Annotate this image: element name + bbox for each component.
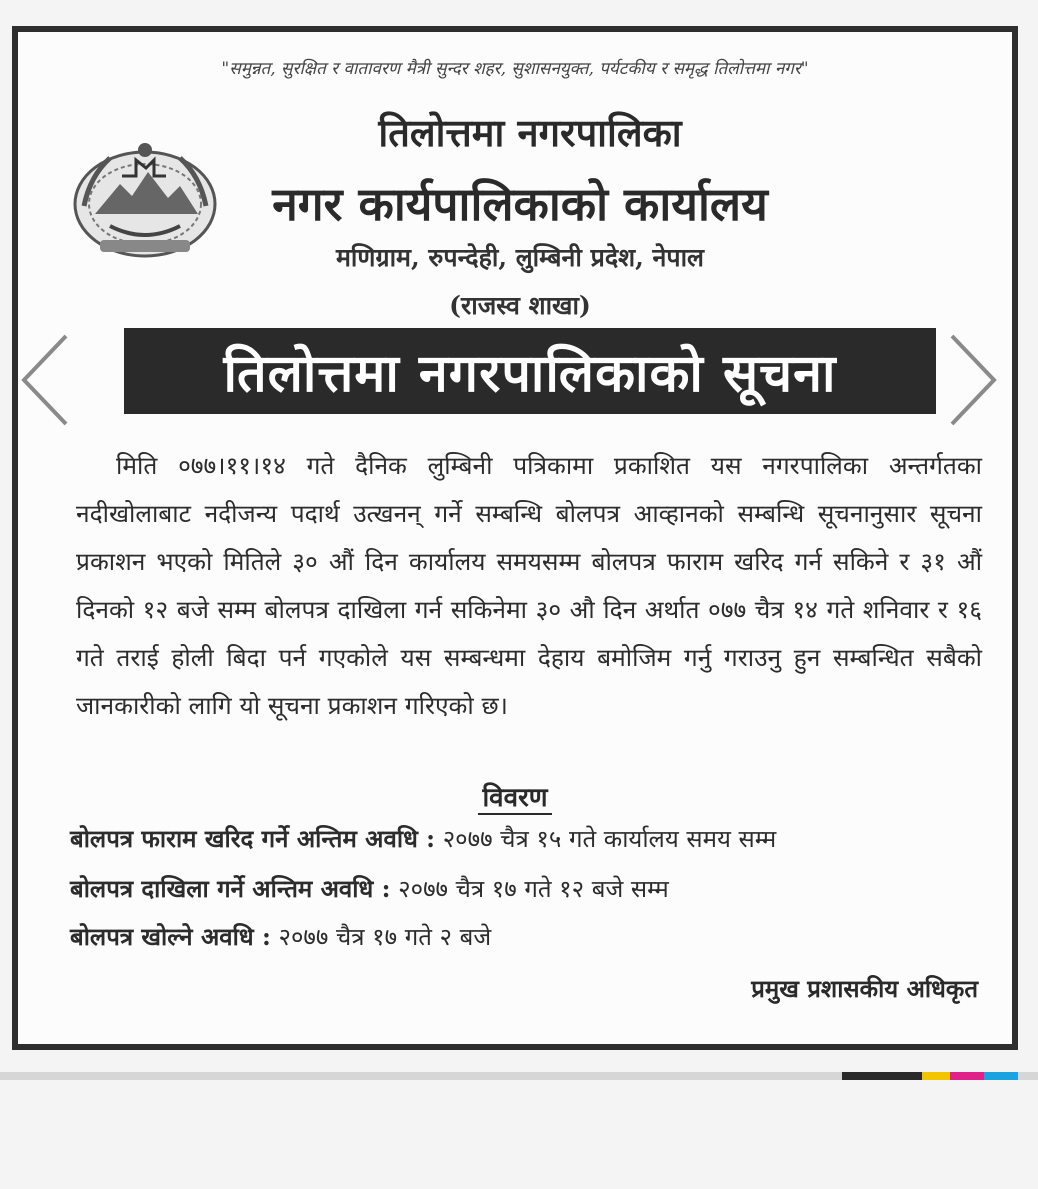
nepal-emblem-icon — [70, 136, 220, 262]
office-name: नगर कार्यपालिकाको कार्यालय — [272, 177, 768, 231]
address: मणिग्राम, रुपन्देही, लुम्बिनी प्रदेश, नेपाल — [335, 243, 705, 272]
detail-row — [70, 920, 982, 953]
chevron-right-icon — [944, 330, 1004, 430]
detail-row — [70, 822, 982, 855]
detail-label: बोलपत्र दाखिला गर्ने अन्तिम अवधि : — [70, 874, 391, 903]
color-strip-black — [842, 1072, 922, 1080]
section-name: (राजस्व शाखा) — [449, 291, 591, 320]
details-heading — [18, 778, 1012, 814]
detail-value: २०७७ चैत्र १५ गते कार्यालय समय सम्म — [442, 825, 777, 853]
notice-body: मिति ०७७।११।१४ गते दैनिक लुम्बिनी पत्रिकामा प्रकाशित यस नगरपालिका अन्तर्गतका नदीखोलाबाट नदीजन्य पदार्थ उत्खनन् गर्ने सम्बन्धि बोलपत्र आव्हानको सम्बन्धि सूचनानुसार सूचना प्रकाशन भएको मितिले ३० औं दिन कार्यालय समयसम्म बोलपत्र फाराम खरिद गर्न सकिने र ३१ औं दिनको १२ बजे सम्म बोलपत्र दाखिला गर्न सकिनेमा ३० औ दिन अर्थात ०७७ चैत्र १४ गते शनिवार र १६ गते तराई होली बिदा पर्न गएकोले यस सम्बन्धमा देहाय बमोजिम गर्नु गराउनु हुन सम्बन्धित सबैको जानकारीको लागि यो सूचना प्रकाशन गरिएको छ। — [76, 451, 982, 720]
org-name: तिलोत्तमा नगरपालिका — [378, 110, 682, 155]
detail-label: बोलपत्र फाराम खरिद गर्ने अन्तिम अवधि : — [70, 824, 436, 853]
color-strip-magenta — [950, 1072, 984, 1080]
detail-value: २०७७ चैत्र १७ गते २ बजे — [278, 923, 492, 951]
page-footer-area — [0, 1080, 1038, 1189]
details-title: विवरण — [478, 783, 551, 815]
detail-label: बोलपत्र खोल्ने अवधि : — [70, 922, 271, 951]
detail-value: २०७७ चैत्र १७ गते १२ बजे सम्म — [398, 875, 669, 903]
detail-row — [70, 872, 982, 905]
motto: "समुन्नत, सुरक्षित र वातावरण मैत्री सुन्दर शहर, सुशासनयुक्त, पर्यटकीय र समृद्ध तिलोत्तमा नगर" — [221, 59, 809, 79]
next-button[interactable] — [944, 330, 1004, 430]
signature: प्रमुख प्रशासकीय अधिकृत — [751, 974, 978, 1003]
color-strip-cyan — [984, 1072, 1018, 1080]
banner-title: तिलोत्तमा नगरपालिकाको सूचना — [223, 342, 837, 404]
previous-button[interactable] — [14, 330, 74, 430]
color-strip-yellow — [922, 1072, 950, 1080]
chevron-left-icon — [14, 330, 74, 430]
notice-card — [12, 26, 1018, 1050]
notice-banner — [124, 328, 936, 414]
